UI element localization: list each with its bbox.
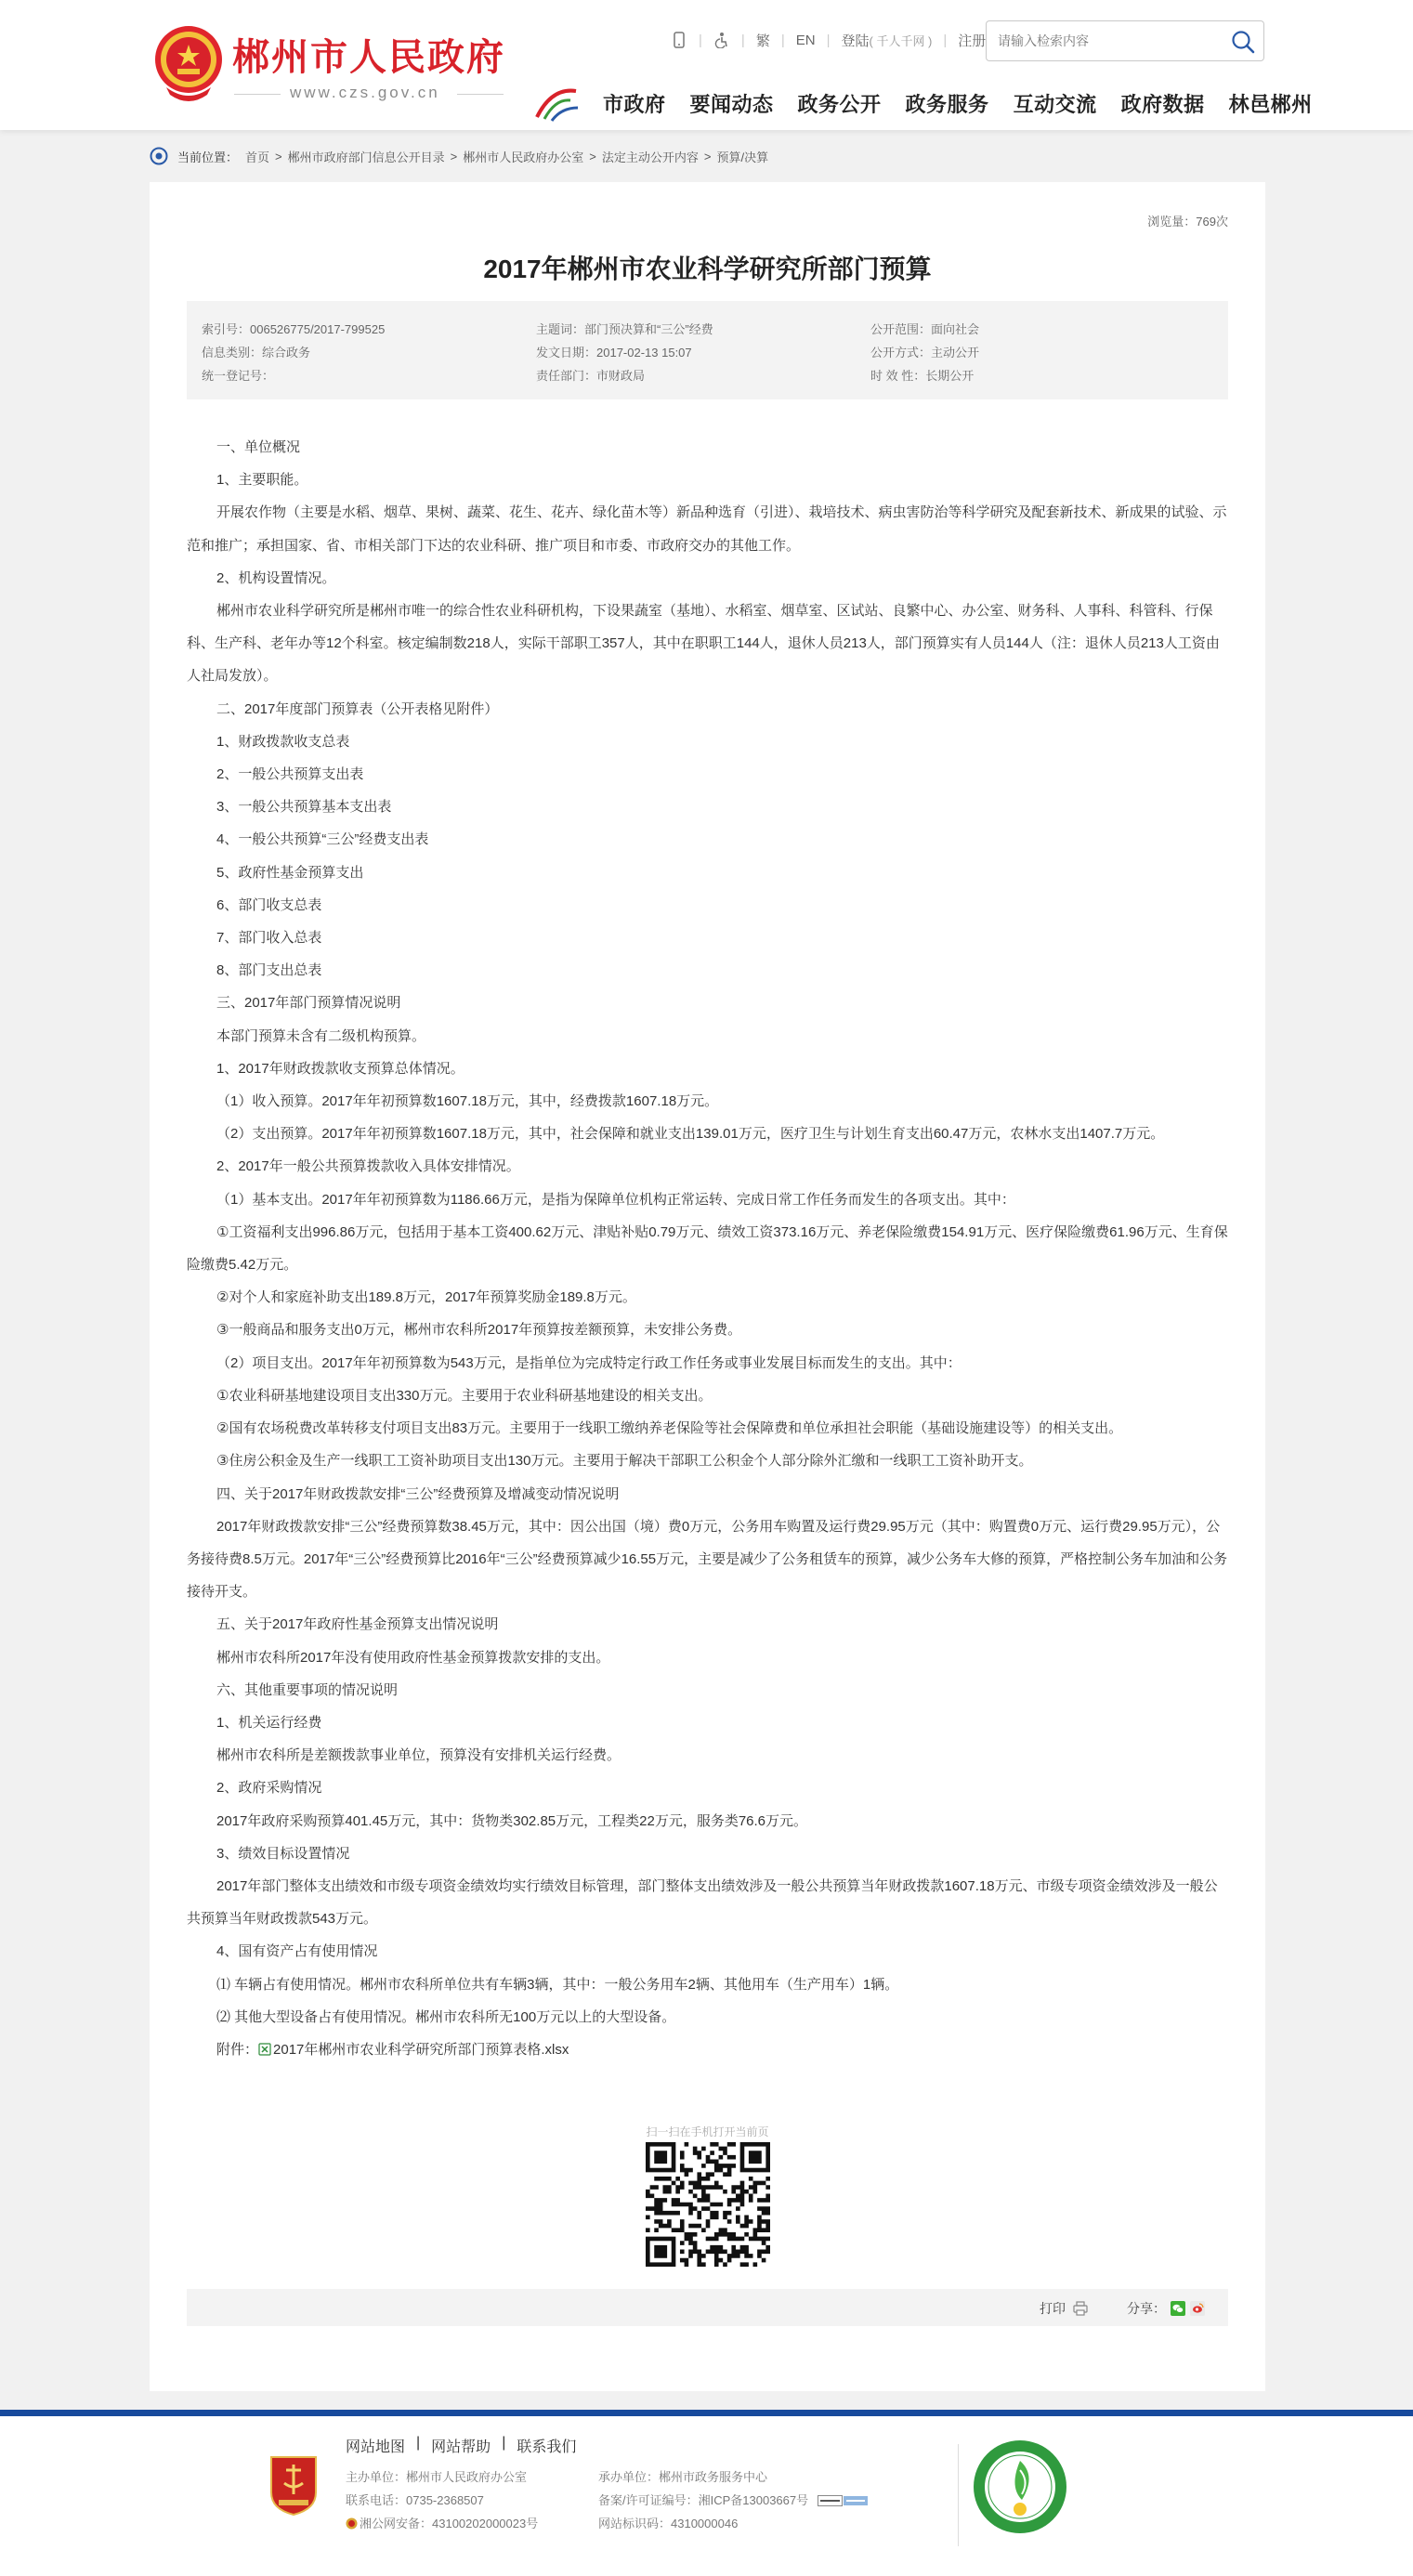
paragraph: ③一般商品和服务支出0万元，郴州市农科所2017年预算按差额预算，未安排公务费。: [216, 1322, 742, 1339]
page-title: 2017年郴州市农业科学研究所部门预算: [483, 255, 932, 283]
paragraph: （2）支出预算。2017年年初预算数1607.18万元，其中，社会保障和就业支出139.01万元，医疗卫生与计划生育支出60.47万元，农林水支出1407.7万元。: [216, 1126, 1165, 1143]
qr-label: 扫一扫在手机打开当前页: [646, 2125, 769, 2138]
view-count: 浏览量：769次: [1147, 215, 1228, 229]
paragraph: 6、部门收支总表: [216, 896, 322, 913]
qr-code-image: [646, 2142, 770, 2267]
search-box: [986, 20, 1264, 61]
weibo-share-icon[interactable]: [1190, 2301, 1205, 2316]
breadcrumb-separator: >: [589, 149, 596, 163]
search-icon[interactable]: [1230, 29, 1256, 55]
paragraph: 2、一般公共预算支出表: [216, 766, 364, 783]
login-sub-label: ( 千人千网 ): [869, 33, 933, 48]
meta-reg-no: 统一登记号：: [202, 369, 275, 383]
paragraph: 1、主要职能。: [216, 472, 308, 489]
footer-links: [346, 2435, 576, 2456]
national-emblem-icon: [151, 22, 226, 102]
search-input[interactable]: [987, 21, 1210, 60]
paragraph: 7、部门收入总表: [216, 930, 322, 947]
paragraph: 4、国有资产占有使用情况: [216, 1943, 378, 1960]
paragraph: 1、机关运行经费: [216, 1714, 322, 1731]
printer-icon: [1073, 2301, 1088, 2316]
location-icon: [150, 147, 168, 165]
share-group: [1127, 2299, 1205, 2318]
paragraph: 开展农作物（主要是水稻、烟草、果树、蔬菜、花生、花卉、绿化苗木等）新品种选育（引进）、栽培技术、病虫害防治等科学研究及配套新技术、新成果的试验、示范和推广；承担国家、省、市相关部门下达的农业科研、推广项目和市委、市政府交办的其他工作。: [187, 504, 1227, 554]
nav-item-data[interactable]: 政府数据: [1120, 93, 1205, 116]
nav-item-linyi-chenzhou[interactable]: 林邑郴州: [1228, 93, 1313, 116]
meta-topic: 主题词：部门预决算和“三公”经费: [536, 322, 713, 336]
footer-police[interactable]: 湘公网安备：43100202000023号: [360, 2517, 539, 2530]
attachment-link[interactable]: 2017年郴州市农业科学研究所部门预算表格.xlsx: [273, 2041, 569, 2058]
paragraph: 2、机构设置情况。: [216, 569, 336, 586]
paragraph: ⑴ 车辆占有使用情况。郴州市农科所单位共有车辆3辆，其中：一般公务用车2辆、其他用车（生产用车）1辆。: [216, 1976, 899, 1993]
paragraph: 五、关于2017年政府性基金预算支出情况说明: [216, 1616, 499, 1633]
paragraph: 3、绩效目标设置情况: [216, 1845, 350, 1862]
breadcrumb-item[interactable]: 法定主动公开内容: [601, 150, 699, 164]
paragraph: 1、财政拨款收支总表: [216, 733, 350, 750]
police-badge-icon: [346, 2517, 358, 2530]
breadcrumb-item[interactable]: 郴州市人民政府办公室: [463, 150, 584, 164]
main-nav: [603, 89, 1313, 118]
meta-date: 发文日期：2017-02-13 15:07: [536, 346, 692, 360]
english-link[interactable]: EN: [795, 32, 816, 48]
paragraph: 2、2017年一般公共预算拨款收入具体安排情况。: [216, 1158, 520, 1175]
header-toolbar: [671, 30, 986, 50]
paragraph: 2017年政府采购预算401.45万元，其中：货物类302.85万元，工程类22万元，服务类76.6万元。: [216, 1812, 808, 1829]
meta-method: 公开方式：主动公开: [870, 346, 980, 360]
footer-link-contact[interactable]: 联系我们: [517, 2439, 577, 2455]
toolbar-separator: |: [943, 32, 948, 48]
nav-logo-icon: [533, 84, 582, 123]
paragraph: 郴州市农科所2017年没有使用政府性基金预算拨款安排的支出。: [216, 1649, 610, 1666]
toolbar-separator: |: [699, 32, 702, 48]
paragraph: 5、政府性基金预算支出: [216, 864, 364, 881]
site-footer: [0, 2416, 1413, 2576]
breadcrumb-separator: >: [703, 149, 712, 163]
footer-top-bar: [0, 2410, 1413, 2416]
site-name[interactable]: 郴州市人民政府: [232, 35, 505, 79]
print-label: 打印: [1040, 2301, 1066, 2316]
login-link[interactable]: [841, 31, 932, 50]
footer-link-sitemap[interactable]: 网站地图: [346, 2439, 406, 2455]
footer-link-separator: |: [502, 2435, 506, 2451]
footer-contractor: 承办单位：郴州市政务服务中心: [598, 2470, 768, 2484]
attachment-label: 附件：: [216, 2041, 259, 2058]
paragraph: 一、单位概况: [216, 439, 301, 455]
footer-icp[interactable]: 备案/许可证编号：湘ICP备13003667号: [598, 2493, 809, 2507]
login-label: 登陆: [841, 33, 870, 49]
paragraph: ⑵ 其他大型设备占有使用情况。郴州市农科所无100万元以上的大型设备。: [216, 2008, 676, 2025]
footer-icp-row: [598, 2489, 868, 2512]
paragraph: ③住房公积金及生产一线职工工资补助项目支出130万元。主要用于解决干部职工公积金个人部分除外汇缴和一线职工工资补助开支。: [216, 1453, 1033, 1470]
footer-info-left: [346, 2465, 538, 2535]
cnnic-badge-icon: [818, 2495, 868, 2506]
breadcrumb-home[interactable]: 首页: [245, 150, 270, 164]
paragraph: 2017年财政拨款安排“三公”经费预算数38.45万元，其中：因公出国（境）费0万元，公务用车购置及运行费29.95万元（其中：购置费0万元、运行费29.95万元），公务接待费8.5万元。2017年“三公”经费预算比2016年“三公”经费预算减少16.55万元，主要是减少了公务租赁车的预算，减少公务车大修的预算，严格控制公务车加油和公务接待开支。: [187, 1518, 1228, 1601]
paragraph: 三、2017年部门预算情况说明: [216, 995, 401, 1012]
register-link[interactable]: 注册: [958, 33, 987, 49]
print-button[interactable]: [1040, 2299, 1088, 2318]
meta-category: 信息类别：综合政务: [202, 346, 311, 360]
site-url: www.czs.gov.cn: [290, 84, 440, 101]
share-label: 分享：: [1127, 2301, 1166, 2316]
paragraph: 2、政府采购情况: [216, 1780, 322, 1797]
nav-item-interaction[interactable]: 互动交流: [1013, 93, 1097, 116]
paragraph: 六、其他重要事项的情况说明: [216, 1681, 399, 1698]
accessibility-icon[interactable]: [713, 32, 730, 48]
paragraph: 本部门预算未含有二级机构预算。: [216, 1027, 426, 1044]
paragraph: 1、2017年财政拨款收支预算总体情况。: [216, 1060, 464, 1077]
url-line-left: [234, 94, 281, 95]
breadcrumb-item[interactable]: 郴州市政府部门信息公开目录: [287, 150, 445, 164]
nav-item-city-government[interactable]: 市政府: [603, 93, 666, 116]
meta-index-no: 索引号：006526775/2017-799525: [202, 322, 386, 336]
paragraph: （1）收入预算。2017年年初预算数1607.18万元，其中，经费拨款1607.18万元。: [216, 1093, 719, 1110]
paragraph: 郴州市农科所是差额拨款事业单位，预算没有安排机关运行经费。: [216, 1747, 621, 1764]
breadcrumb-separator: >: [450, 149, 458, 163]
article-meta: [187, 301, 1228, 399]
civilized-city-seal-icon[interactable]: [972, 2439, 1068, 2535]
site-header: [0, 0, 1413, 130]
breadcrumb-label: 当前位置：: [177, 150, 239, 164]
article-panel: [150, 182, 1265, 2391]
nav-item-services[interactable]: 政务服务: [905, 93, 989, 116]
breadcrumb-separator: >: [275, 149, 282, 163]
paragraph: ②国有农场税费改革转移支付项目支出83万元。主要用于一线职工缴纳养老保险等社会保障费和单位承担社会职能（基础设施建设等）的相关支出。: [216, 1420, 1123, 1437]
toolbar-separator: |: [740, 32, 745, 48]
footer-phone: 联系电话：0735-2368507: [346, 2493, 484, 2507]
toolbar-separator: |: [826, 32, 831, 48]
paragraph: 8、部门支出总表: [216, 962, 322, 979]
paragraph: 四、关于2017年财政拨款安排“三公”经费预算及增减变动情况说明: [216, 1485, 620, 1502]
attachment-row: [187, 2033, 1228, 2066]
paragraph: ①农业科研基地建设项目支出330万元。主要用于农业科研基地建设的相关支出。: [216, 1387, 713, 1404]
nav-item-open-affairs[interactable]: 政务公开: [797, 93, 882, 116]
toolbar-separator: |: [780, 32, 785, 48]
paragraph: 郴州市农业科学研究所是郴州市唯一的综合性农业科研机构，下设果蔬室（基地）、水稻室、烟草室、区试站、良繁中心、办公室、财务科、人事科、科管科、行保科、生产科、老年办等12个科室。核定编制数218人，实际干部职工357人，其中在职职工144人，退休人员213人，部门预算实有人员144人（注：退休人员213人工资由人社局发放）。: [187, 603, 1220, 685]
traditional-chinese-link[interactable]: 繁: [755, 33, 770, 49]
paragraph: （1）基本支出。2017年年初预算数为1186.66万元，是指为保障单位机构正常运转、完成日常工作任务而发生的各项支出。其中：: [216, 1191, 1015, 1208]
footer-divider: [958, 2444, 959, 2546]
party-government-badge-icon[interactable]: [268, 2452, 320, 2517]
paragraph: 2017年部门整体支出绩效和市级专项资金绩效均实行绩效目标管理，部门整体支出绩效涉及一般公共预算当年财政拨款1607.18万元、市级专项资金绩效涉及一般公共预算当年财政拨款543万元。: [187, 1877, 1218, 1928]
article-body: [187, 431, 1228, 2066]
breadcrumb: [150, 147, 768, 165]
action-bar: [187, 2289, 1228, 2326]
footer-sponsor: 主办单位：郴州市人民政府办公室: [346, 2470, 528, 2484]
paragraph: ①工资福利支出996.86万元，包括用于基本工资400.62万元、津贴补贴0.79万元、绩效工资373.16万元、养老保险缴费154.91万元、医疗保险缴费61.96万元、生育保险缴费5.42万元。: [187, 1223, 1228, 1274]
paragraph: 3、一般公共预算基本支出表: [216, 799, 392, 816]
footer-site-code: 网站标识码：4310000046: [598, 2517, 739, 2530]
mobile-icon[interactable]: [671, 32, 687, 48]
footer-police-row: [346, 2512, 538, 2535]
paragraph: ②对个人和家庭补助支出189.8万元，2017年预算奖励金189.8万元。: [216, 1289, 636, 1306]
footer-link-separator: |: [416, 2435, 421, 2451]
paragraph: 二、2017年度部门预算表（公开表格见附件）: [216, 700, 499, 717]
footer-info-right: [598, 2465, 868, 2535]
footer-link-help[interactable]: 网站帮助: [431, 2439, 491, 2455]
meta-validity: 时 效 性：长期公开: [870, 369, 975, 383]
meta-dept: 责任部门：市财政局: [536, 369, 646, 383]
paragraph: （2）项目支出。2017年年初预算数为543万元，是指单位为完成特定行政工作任务或事业发展目标而发生的支出。其中：: [216, 1354, 962, 1371]
url-line-right: [457, 94, 504, 95]
wechat-share-icon[interactable]: [1171, 2301, 1185, 2316]
excel-file-icon: [258, 2043, 271, 2056]
meta-scope: 公开范围：面向社会: [870, 322, 980, 336]
paragraph: 4、一般公共预算“三公”经费支出表: [216, 831, 429, 848]
nav-item-news[interactable]: 要闻动态: [689, 93, 774, 116]
breadcrumb-item[interactable]: 预算/决算: [716, 150, 769, 164]
